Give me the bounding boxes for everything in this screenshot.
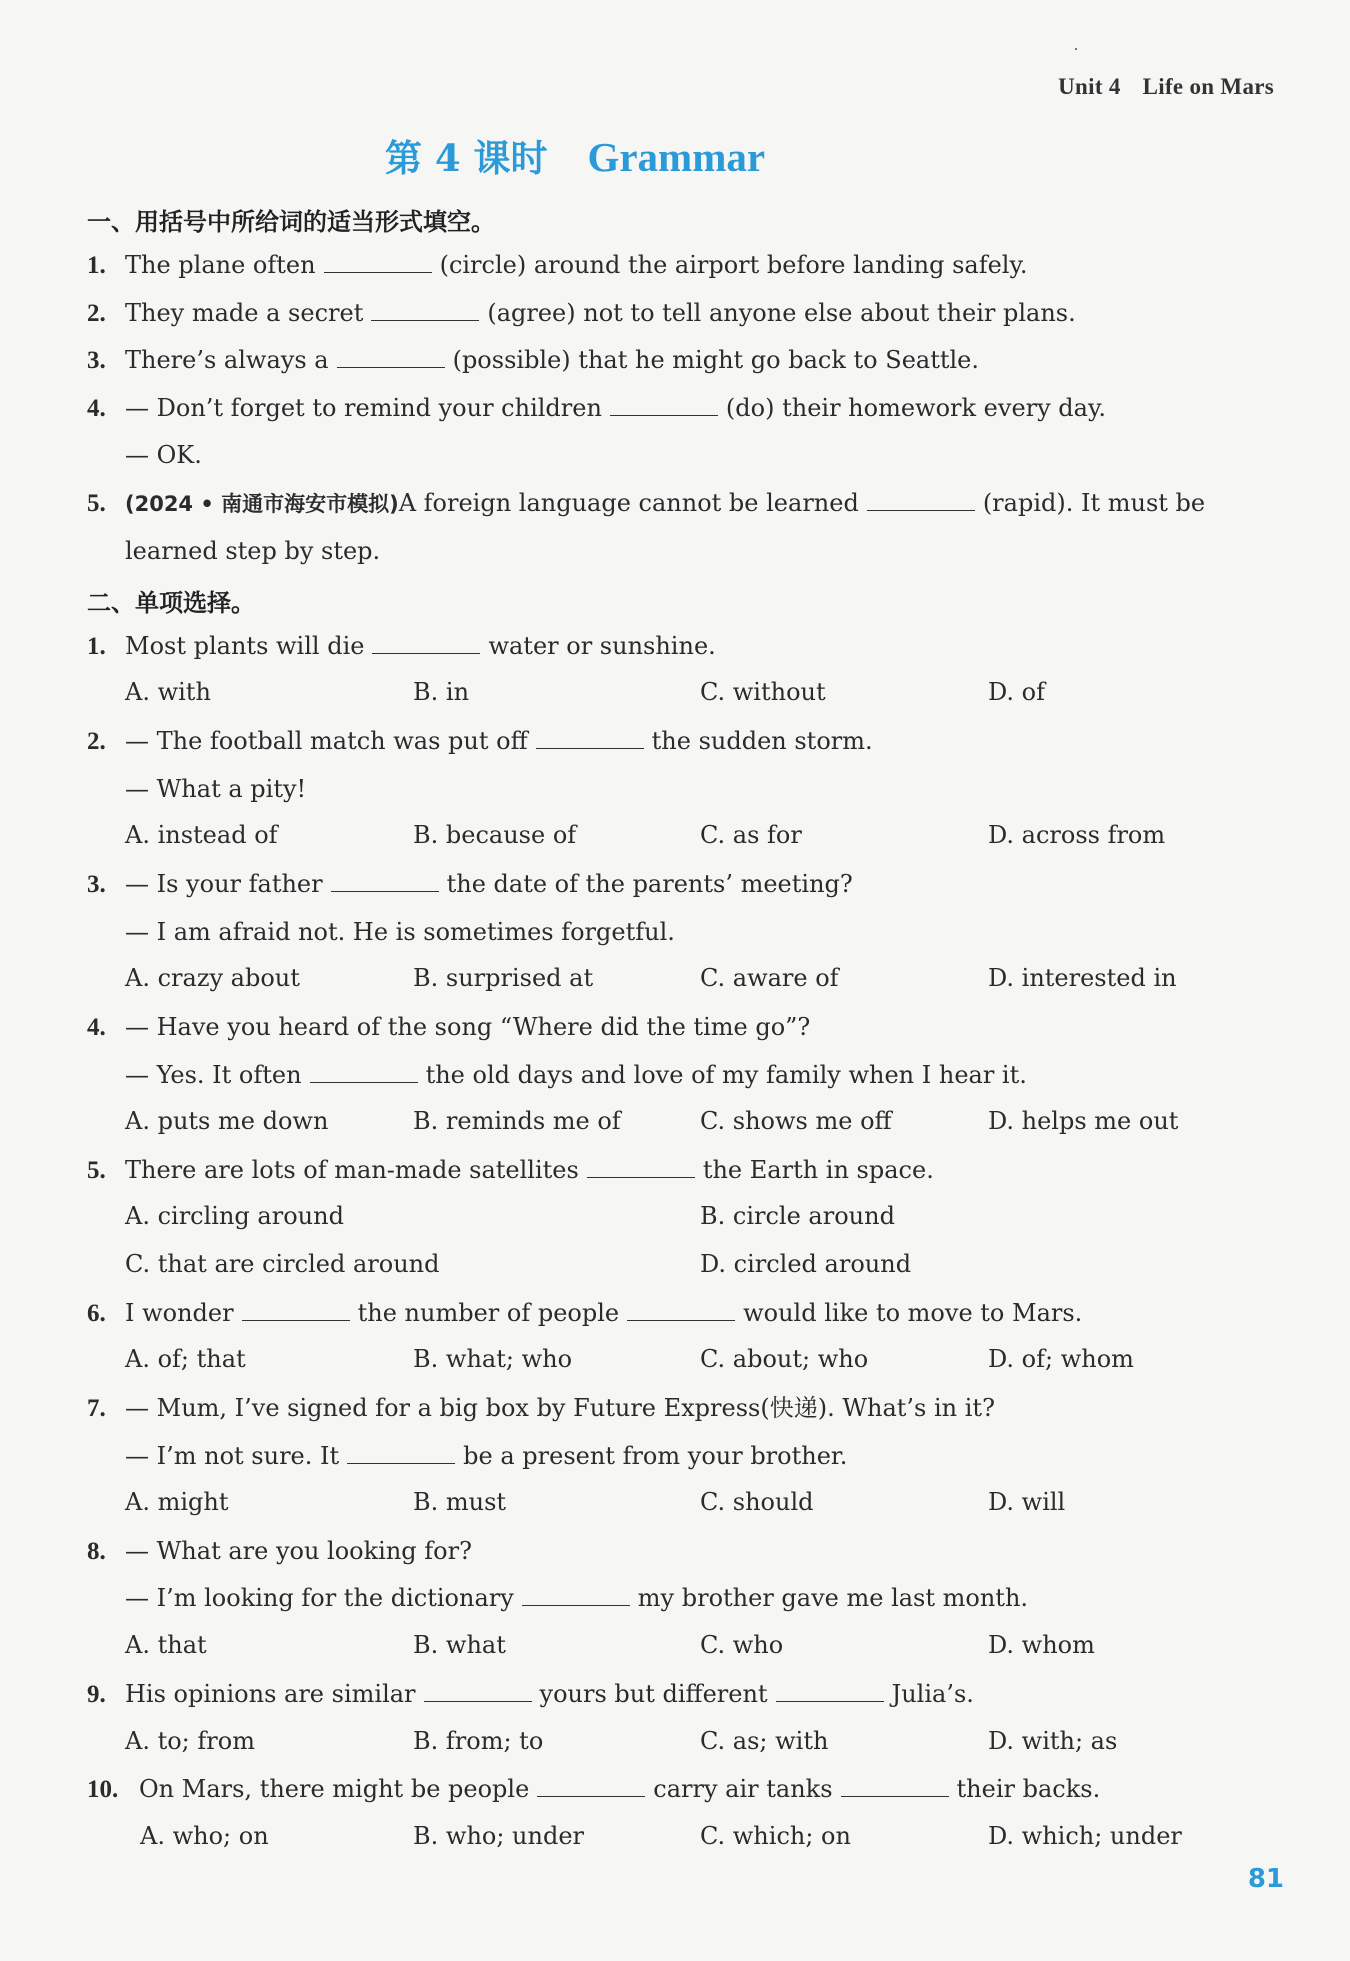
option-d[interactable]: D. with; as bbox=[988, 1727, 1118, 1755]
section-2-heading: 二、单项选择。 bbox=[87, 589, 255, 617]
s2-question-1: 1. Most plants will die water or sunshine. bbox=[87, 632, 716, 660]
option-c[interactable]: C. about; who bbox=[700, 1345, 869, 1373]
answer-blank[interactable] bbox=[372, 631, 480, 654]
option-a[interactable]: A. who; on bbox=[140, 1822, 269, 1850]
option-b[interactable]: B. from; to bbox=[413, 1727, 544, 1755]
option-a[interactable]: A. might bbox=[125, 1488, 229, 1516]
answer-blank[interactable] bbox=[841, 1774, 949, 1797]
option-c[interactable]: C. shows me off bbox=[700, 1107, 892, 1135]
lesson-title bbox=[0, 128, 1150, 182]
option-b[interactable]: B. in bbox=[413, 678, 470, 706]
s2-question-7: 7. — Mum, I’ve signed for a big box by Future Express(快递). What’s in it? bbox=[87, 1394, 995, 1422]
option-a[interactable]: A. that bbox=[125, 1631, 207, 1659]
unit-label: Unit 4 bbox=[1058, 74, 1121, 99]
answer-blank[interactable] bbox=[536, 726, 644, 749]
option-d[interactable]: D. circled around bbox=[700, 1250, 912, 1278]
option-d[interactable]: D. whom bbox=[988, 1631, 1095, 1659]
option-b[interactable]: B. surprised at bbox=[413, 964, 594, 992]
s1-question-3: 3. There’s always a (possible) that he might go back to Seattle. bbox=[87, 346, 979, 374]
answer-blank[interactable] bbox=[242, 1298, 350, 1321]
lesson-title-en: Grammar bbox=[587, 134, 766, 180]
section-1-heading: 一、用括号中所给词的适当形式填空。 bbox=[87, 208, 495, 236]
s2-q1-options bbox=[125, 678, 1280, 708]
answer-blank[interactable] bbox=[424, 1679, 532, 1702]
answer-blank[interactable] bbox=[867, 488, 975, 511]
s2-q9-options bbox=[125, 1727, 1280, 1757]
answer-blank[interactable] bbox=[537, 1774, 645, 1797]
option-d[interactable]: D. of bbox=[988, 678, 1045, 706]
s2-q10-options bbox=[140, 1822, 1280, 1852]
s1-question-1: 1. The plane often (circle) around the airport before landing safely. bbox=[87, 251, 1028, 279]
s2-question-3: 3. — Is your father the date of the parents’ meeting? bbox=[87, 870, 853, 898]
option-c[interactable]: C. who bbox=[700, 1631, 784, 1659]
answer-blank[interactable] bbox=[324, 250, 432, 273]
option-b[interactable]: B. because of bbox=[413, 821, 577, 849]
s2-q3-options bbox=[125, 964, 1280, 994]
answer-blank[interactable] bbox=[371, 298, 479, 321]
option-a[interactable]: A. circling around bbox=[125, 1202, 344, 1230]
s2-q8-options bbox=[125, 1631, 1280, 1661]
option-b[interactable]: B. must bbox=[413, 1488, 507, 1516]
option-a[interactable]: A. crazy about bbox=[125, 964, 300, 992]
option-c[interactable]: C. as for bbox=[700, 821, 802, 849]
option-d[interactable]: D. helps me out bbox=[988, 1107, 1179, 1135]
s2-question-4: 4. — Have you heard of the song “Where did the time go”? bbox=[87, 1013, 811, 1041]
s2-q7-options bbox=[125, 1488, 1280, 1518]
option-a[interactable]: A. with bbox=[125, 678, 211, 706]
answer-blank[interactable] bbox=[610, 393, 718, 416]
option-a[interactable]: A. to; from bbox=[125, 1727, 255, 1755]
speck bbox=[1075, 48, 1077, 50]
option-c[interactable]: C. which; on bbox=[700, 1822, 851, 1850]
option-c[interactable]: C. aware of bbox=[700, 964, 839, 992]
s2-question-8: 8. — What are you looking for? bbox=[87, 1537, 472, 1565]
option-c[interactable]: C. without bbox=[700, 678, 826, 706]
option-b[interactable]: B. reminds me of bbox=[413, 1107, 621, 1135]
answer-blank[interactable] bbox=[310, 1060, 418, 1083]
s2-q5-options-row2 bbox=[125, 1250, 1280, 1280]
option-d[interactable]: D. will bbox=[988, 1488, 1066, 1516]
s2-question-6: 6. I wonder the number of people would like to move to Mars. bbox=[87, 1299, 1083, 1327]
s2-q8-line2: — I’m looking for the dictionary my brother gave me last month. bbox=[125, 1584, 1029, 1612]
option-c[interactable]: C. that are circled around bbox=[125, 1250, 440, 1278]
option-d[interactable]: D. which; under bbox=[988, 1822, 1182, 1850]
option-c[interactable]: C. as; with bbox=[700, 1727, 829, 1755]
s1-question-5: 5. (2024 • 南通市海安市模拟)A foreign language cannot be learned (rapid). It must be bbox=[87, 489, 1206, 517]
s1-question-2: 2. They made a secret (agree) not to tell anyone else about their plans. bbox=[87, 299, 1076, 327]
option-d[interactable]: D. interested in bbox=[988, 964, 1177, 992]
answer-blank[interactable] bbox=[331, 869, 439, 892]
answer-blank[interactable] bbox=[337, 345, 445, 368]
s2-q2-options bbox=[125, 821, 1280, 851]
s2-question-10: 10. On Mars, there might be people carry air tanks their backs. bbox=[87, 1775, 1101, 1803]
option-d[interactable]: D. of; whom bbox=[988, 1345, 1134, 1373]
s1-question-4: 4. — Don’t forget to remind your children (do) their homework every day. bbox=[87, 394, 1106, 422]
question-source: (2024 • 南通市海安市模拟) bbox=[125, 492, 399, 516]
option-a[interactable]: A. instead of bbox=[125, 821, 278, 849]
option-d[interactable]: D. across from bbox=[988, 821, 1166, 849]
s2-q2-reply: — What a pity! bbox=[125, 775, 307, 803]
option-b[interactable]: B. what; who bbox=[413, 1345, 573, 1373]
s1-question-5-cont: learned step by step. bbox=[125, 537, 381, 565]
page-header bbox=[1058, 74, 1274, 100]
answer-blank[interactable] bbox=[776, 1679, 884, 1702]
answer-blank[interactable] bbox=[587, 1155, 695, 1178]
option-b[interactable]: B. circle around bbox=[700, 1202, 895, 1230]
lesson-title-cn: 第 4 课时 bbox=[384, 136, 548, 180]
s2-q4-line2: — Yes. It often the old days and love of my family when I hear it. bbox=[125, 1061, 1027, 1089]
s2-q5-options-row1 bbox=[125, 1202, 1280, 1232]
s2-question-5: 5. There are lots of man-made satellites the Earth in space. bbox=[87, 1156, 934, 1184]
option-c[interactable]: C. should bbox=[700, 1488, 814, 1516]
s2-q6-options bbox=[125, 1345, 1280, 1375]
option-b[interactable]: B. what bbox=[413, 1631, 506, 1659]
unit-topic: Life on Mars bbox=[1142, 74, 1274, 99]
answer-blank[interactable] bbox=[522, 1583, 630, 1606]
option-b[interactable]: B. who; under bbox=[413, 1822, 585, 1850]
s2-q4-options bbox=[125, 1107, 1280, 1137]
answer-blank[interactable] bbox=[627, 1298, 735, 1321]
s2-q3-reply: — I am afraid not. He is sometimes forgetful. bbox=[125, 918, 675, 946]
option-a[interactable]: A. of; that bbox=[125, 1345, 246, 1373]
answer-blank[interactable] bbox=[347, 1441, 455, 1464]
s2-q7-line2: — I’m not sure. It be a present from your brother. bbox=[125, 1442, 848, 1470]
page-number: 81 bbox=[1247, 1864, 1284, 1894]
s2-question-9: 9. His opinions are similar yours but different Julia’s. bbox=[87, 1680, 974, 1708]
option-a[interactable]: A. puts me down bbox=[125, 1107, 329, 1135]
s1-question-4-reply: — OK. bbox=[125, 441, 202, 469]
s2-question-2: 2. — The football match was put off the sudden storm. bbox=[87, 727, 873, 755]
